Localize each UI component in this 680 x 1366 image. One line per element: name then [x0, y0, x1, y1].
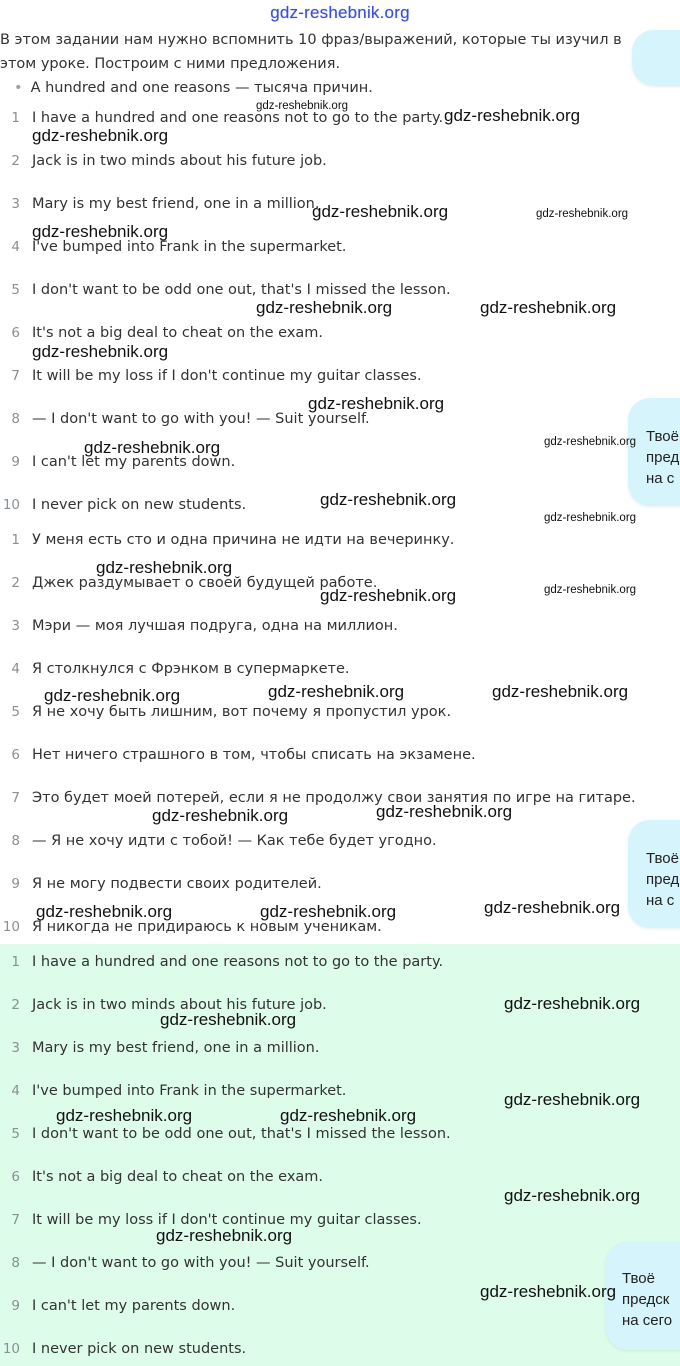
- sentence-text: I never pick on new students.: [32, 497, 247, 513]
- sentence-text: I have a hundred and one reasons not to go to the party.: [32, 110, 444, 126]
- russian-sentence-row: [0, 787, 680, 809]
- sentence-number: 4: [11, 239, 20, 255]
- chat-bubble-text: Твоё предск на сего: [622, 1270, 673, 1329]
- watermark: gdz-reshebnik.org: [160, 1010, 297, 1029]
- russian-sentence-row: [0, 529, 680, 551]
- russian-sentence-row: [0, 744, 680, 766]
- sentence-number: 7: [11, 368, 20, 384]
- answer-sentence-row: [0, 1123, 680, 1145]
- sentence-number: 2: [11, 575, 20, 591]
- english-sentence-row: [0, 365, 680, 387]
- sentence-number: 1: [11, 532, 20, 548]
- watermark: gdz-reshebnik.org: [544, 512, 637, 524]
- sentence-number: 2: [11, 153, 20, 169]
- english-sentence-row: [0, 322, 680, 344]
- sentence-text: У меня есть сто и одна причина не идти на вечеринку.: [32, 532, 455, 548]
- watermark: gdz-reshebnik.org: [280, 1106, 417, 1125]
- sentence-text: I don't want to be odd one out, that's I missed the lesson.: [32, 1126, 451, 1142]
- sentence-text: I have a hundred and one reasons not to go to the party.: [32, 954, 444, 970]
- bullet-text: A hundred and one reasons — тысяча причин.: [30, 80, 373, 96]
- phrase-bullet: [14, 78, 373, 98]
- site-header: [0, 0, 680, 26]
- watermark: gdz-reshebnik.org: [260, 902, 397, 921]
- watermark: gdz-reshebnik.org: [320, 490, 457, 509]
- watermark: gdz-reshebnik.org: [308, 394, 445, 413]
- watermark: gdz-reshebnik.org: [268, 682, 405, 701]
- sentence-text: Это будет моей потерей, если я не продолжу свои занятия по игре на гитаре.: [32, 790, 636, 806]
- sentence-number: 7: [11, 1212, 20, 1228]
- english-sentence-row: [0, 150, 680, 172]
- sentence-number: 8: [11, 833, 20, 849]
- russian-sentence-row: [0, 873, 680, 895]
- watermark: gdz-reshebnik.org: [84, 438, 221, 457]
- watermark: gdz-reshebnik.org: [492, 682, 629, 701]
- answer-sentence-row: [0, 1166, 680, 1188]
- watermark: gdz-reshebnik.org: [32, 342, 169, 361]
- watermark: gdz-reshebnik.org: [504, 1090, 641, 1109]
- watermark: gdz-reshebnik.org: [156, 1226, 293, 1245]
- answer-sentence-row: [0, 1252, 680, 1274]
- watermark: gdz-reshebnik.org: [256, 100, 349, 112]
- chat-bubble-text: Твоё пред на с: [646, 850, 680, 909]
- sentence-number: 3: [11, 618, 20, 634]
- watermark: gdz-reshebnik.org: [480, 298, 617, 317]
- sentence-number: 7: [11, 790, 20, 806]
- watermark: gdz-reshebnik.org: [484, 898, 621, 917]
- watermark: gdz-reshebnik.org: [504, 994, 641, 1013]
- sentence-number: 9: [11, 454, 20, 470]
- sentence-number: 5: [11, 704, 20, 720]
- answer-sentence-row: [0, 1037, 680, 1059]
- chat-bubble-text: Твоё пред на с: [646, 428, 680, 487]
- sentence-number: 1: [11, 110, 20, 126]
- sentence-text: Нет ничего страшного в том, чтобы списать на экзамене.: [32, 747, 476, 763]
- watermark: gdz-reshebnik.org: [444, 106, 581, 125]
- chat-bubble-3[interactable]: [606, 1242, 680, 1350]
- sentence-text: Mary is my best friend, one in a million.: [32, 196, 320, 212]
- sentence-number: 10: [2, 919, 20, 935]
- sentence-text: I've bumped into Frank in the supermarket.: [32, 1083, 347, 1099]
- sentence-number: 9: [11, 876, 20, 892]
- watermark: gdz-reshebnik.org: [480, 1282, 617, 1301]
- sentence-text: Я никогда не придираюсь к новым ученикам.: [32, 919, 382, 935]
- watermark: gdz-reshebnik.org: [504, 1186, 641, 1205]
- chat-bubble-2[interactable]: [628, 820, 680, 928]
- sentence-number: 6: [11, 325, 20, 341]
- task-intro: В этом задании нам нужно вспомнить 10 фраз/выражений, которые ты изучил в этом уроке. Построим с ними предложения.: [0, 32, 622, 72]
- sentence-text: I can't let my parents down.: [32, 1298, 236, 1314]
- sentence-number: 3: [11, 1040, 20, 1056]
- russian-sentence-row: [0, 615, 680, 637]
- watermark: gdz-reshebnik.org: [96, 558, 233, 577]
- watermark: gdz-reshebnik.org: [536, 208, 629, 220]
- answer-sentence-row: [0, 1338, 680, 1360]
- watermark: gdz-reshebnik.org: [544, 584, 637, 596]
- sentence-text: I don't want to be odd one out, that's I missed the lesson.: [32, 282, 451, 298]
- sentence-number: 10: [2, 1341, 20, 1357]
- chat-bubble-top[interactable]: [632, 30, 680, 86]
- sentence-number: 5: [11, 282, 20, 298]
- chat-bubble-1[interactable]: [628, 398, 680, 506]
- sentence-text: — I don't want to go with you! — Suit yourself.: [32, 411, 370, 427]
- sentence-text: — Я не хочу идти с тобой! — Как тебе будет угодно.: [32, 833, 437, 849]
- sentence-number: 5: [11, 1126, 20, 1142]
- sentence-text: It will be my loss if I don't continue my guitar classes.: [32, 1212, 422, 1228]
- sentence-number: 6: [11, 1169, 20, 1185]
- sentence-text: It's not a big deal to cheat on the exam.: [32, 325, 324, 341]
- watermark: gdz-reshebnik.org: [312, 202, 449, 221]
- sentence-number: 3: [11, 196, 20, 212]
- watermark: gdz-reshebnik.org: [36, 902, 173, 921]
- sentence-text: Я не хочу быть лишним, вот почему я пропустил урок.: [32, 704, 452, 720]
- sentence-text: It's not a big deal to cheat on the exam.: [32, 1169, 324, 1185]
- russian-sentence-row: [0, 830, 680, 852]
- watermark: gdz-reshebnik.org: [32, 222, 169, 241]
- sentence-text: It will be my loss if I don't continue my guitar classes.: [32, 368, 422, 384]
- watermark: gdz-reshebnik.org: [376, 802, 513, 821]
- sentence-text: I've bumped into Frank in the supermarket.: [32, 239, 347, 255]
- site-link[interactable]: gdz-reshebnik.org: [270, 3, 410, 22]
- sentence-number: 2: [11, 997, 20, 1013]
- sentence-text: Mary is my best friend, one in a million.: [32, 1040, 320, 1056]
- watermark: gdz-reshebnik.org: [152, 806, 289, 825]
- sentence-text: I never pick on new students.: [32, 1341, 247, 1357]
- sentence-number: 8: [11, 411, 20, 427]
- sentence-text: Я столкнулся с Фрэнком в супермаркете.: [32, 661, 350, 677]
- sentence-number: 1: [11, 954, 20, 970]
- sentence-number: 6: [11, 747, 20, 763]
- bullet-dot-icon: •: [14, 80, 23, 96]
- sentence-text: Я не могу подвести своих родителей.: [32, 876, 322, 892]
- sentence-text: Jack is in two minds about his future job.: [32, 153, 327, 169]
- watermark: gdz-reshebnik.org: [544, 436, 637, 448]
- watermark: gdz-reshebnik.org: [44, 686, 181, 705]
- sentence-text: Джек раздумывает о своей будущей работе.: [32, 575, 378, 591]
- watermark: gdz-reshebnik.org: [32, 126, 169, 145]
- answer-sentence-row: [0, 951, 680, 973]
- sentence-number: 4: [11, 1083, 20, 1099]
- sentence-text: Мэри — моя лучшая подруга, одна на миллион.: [32, 618, 398, 634]
- sentence-number: 4: [11, 661, 20, 677]
- sentence-number: 8: [11, 1255, 20, 1271]
- sentence-text: I can't let my parents down.: [32, 454, 236, 470]
- watermark: gdz-reshebnik.org: [56, 1106, 193, 1125]
- sentence-text: — I don't want to go with you! — Suit yourself.: [32, 1255, 370, 1271]
- watermark: gdz-reshebnik.org: [256, 298, 393, 317]
- answer-sentence-row: [0, 1209, 680, 1231]
- sentence-number: 10: [2, 497, 20, 513]
- russian-sentence-row: [0, 658, 680, 680]
- watermark: gdz-reshebnik.org: [320, 586, 457, 605]
- sentence-number: 9: [11, 1298, 20, 1314]
- sentence-text: Jack is in two minds about his future job.: [32, 997, 327, 1013]
